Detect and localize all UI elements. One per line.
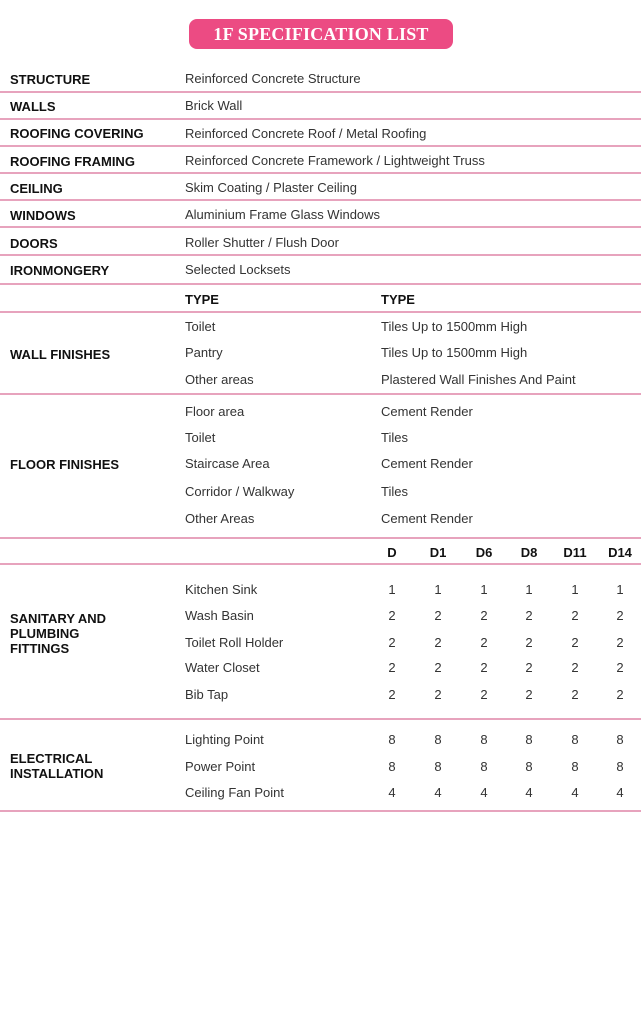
electrical-qty: 8 <box>525 732 533 747</box>
sanitary-qty: 2 <box>480 635 488 650</box>
wall-finish-type: Plastered Wall Finishes And Paint <box>381 372 576 387</box>
spec-label-structure: STRUCTURE <box>10 72 91 87</box>
sanitary-qty: 2 <box>571 635 579 650</box>
electrical-item: Ceiling Fan Point <box>185 785 284 800</box>
unit-type-header: D1 <box>429 545 447 560</box>
spec-label-walls: WALLS <box>10 99 56 114</box>
electrical-qty: 4 <box>571 785 579 800</box>
sanitary-qty: 2 <box>616 660 624 675</box>
sanitary-qty: 1 <box>571 582 579 597</box>
sanitary-qty: 2 <box>571 687 579 702</box>
divider <box>0 311 641 313</box>
sanitary-qty: 2 <box>388 635 396 650</box>
floor-finish-type: Tiles <box>381 484 408 499</box>
sanitary-qty: 2 <box>525 687 533 702</box>
sanitary-qty: 1 <box>480 582 488 597</box>
electrical-qty: 8 <box>571 759 579 774</box>
spec-value-structure: Reinforced Concrete Structure <box>185 71 361 86</box>
sanitary-qty: 2 <box>616 608 624 623</box>
electrical-qty: 8 <box>388 759 396 774</box>
sanitary-label-line: SANITARY AND <box>10 611 107 626</box>
electrical-qty: 8 <box>571 732 579 747</box>
sanitary-qty: 2 <box>571 608 579 623</box>
floor-finish-type: Cement Render <box>381 404 473 419</box>
sanitary-qty: 2 <box>434 660 442 675</box>
divider <box>0 537 641 539</box>
electrical-label-line: ELECTRICAL <box>10 751 93 766</box>
wall-finishes-label: WALL FINISHES <box>10 347 111 362</box>
wall-finish-area: Other areas <box>185 372 254 387</box>
wall-finish-type: Tiles Up to 1500mm High <box>381 345 528 360</box>
sanitary-qty: 1 <box>525 582 533 597</box>
sanitary-qty: 2 <box>480 660 488 675</box>
wall-finish-area: Pantry <box>185 345 223 360</box>
floor-finishes-label: FLOOR FINISHES <box>10 457 120 472</box>
sanitary-qty: 2 <box>434 687 442 702</box>
electrical-qty: 4 <box>388 785 396 800</box>
electrical-qty: 8 <box>388 732 396 747</box>
floor-finish-area: Staircase Area <box>185 456 270 471</box>
electrical-qty: 4 <box>525 785 533 800</box>
wall-finish-type: Tiles Up to 1500mm High <box>381 319 528 334</box>
unit-type-header: D11 <box>563 545 587 560</box>
divider <box>0 563 641 565</box>
sanitary-qty: 2 <box>525 608 533 623</box>
sanitary-item: Wash Basin <box>185 608 254 623</box>
spec-label-windows: WINDOWS <box>10 208 76 223</box>
divider <box>0 226 641 228</box>
electrical-qty: 8 <box>525 759 533 774</box>
electrical-label <box>10 751 103 781</box>
electrical-item: Power Point <box>185 759 256 774</box>
unit-type-header: D <box>387 545 397 560</box>
sanitary-item: Kitchen Sink <box>185 582 258 597</box>
sanitary-qty: 1 <box>434 582 442 597</box>
electrical-qty: 4 <box>616 785 624 800</box>
spec-value-windows: Aluminium Frame Glass Windows <box>185 207 381 222</box>
sanitary-qty: 2 <box>480 687 488 702</box>
spec-value-doors: Roller Shutter / Flush Door <box>185 235 339 250</box>
sanitary-label-line: FITTINGS <box>10 641 70 656</box>
electrical-qty: 8 <box>480 732 488 747</box>
sanitary-qty: 2 <box>616 635 624 650</box>
divider <box>0 145 641 147</box>
spec-value-roofing-covering: Reinforced Concrete Roof / Metal Roofing <box>185 126 427 141</box>
sanitary-qty: 1 <box>388 582 396 597</box>
spec-label-roofing-covering: ROOFING COVERING <box>10 126 144 141</box>
divider <box>0 199 641 201</box>
wall-finish-area: Toilet <box>185 319 216 334</box>
spec-value-ironmongery: Selected Locksets <box>185 262 291 277</box>
sanitary-label-line: PLUMBING <box>10 626 80 641</box>
unit-type-header: D8 <box>520 545 538 560</box>
divider <box>0 393 641 395</box>
floor-finish-type: Tiles <box>381 430 408 445</box>
spec-label-roofing-framing: ROOFING FRAMING <box>10 154 135 169</box>
type-header-2: TYPE <box>381 292 415 307</box>
floor-finish-type: Cement Render <box>381 511 473 526</box>
divider <box>0 91 641 93</box>
electrical-qty: 4 <box>480 785 488 800</box>
divider <box>0 718 641 720</box>
sanitary-qty: 2 <box>388 660 396 675</box>
sanitary-qty: 2 <box>480 608 488 623</box>
divider <box>0 283 641 285</box>
electrical-label-line: INSTALLATION <box>10 766 104 781</box>
sanitary-qty: 2 <box>616 687 624 702</box>
sanitary-qty: 1 <box>616 582 624 597</box>
spec-value-walls: Brick Wall <box>185 98 243 113</box>
divider <box>0 810 641 812</box>
sanitary-item: Water Closet <box>185 660 260 675</box>
electrical-qty: 8 <box>616 759 624 774</box>
spec-label-ceiling: CEILING <box>10 181 63 196</box>
floor-finish-area: Corridor / Walkway <box>185 484 295 499</box>
electrical-qty: 8 <box>434 732 442 747</box>
spec-value-roofing-framing: Reinforced Concrete Framework / Lightweight Truss <box>185 153 485 168</box>
electrical-qty: 8 <box>434 759 442 774</box>
sanitary-qty: 2 <box>571 660 579 675</box>
electrical-qty: 4 <box>434 785 442 800</box>
sanitary-qty: 2 <box>388 608 396 623</box>
type-header-1: TYPE <box>185 292 219 307</box>
unit-type-header: D14 <box>608 545 632 560</box>
page-title: 1F SPECIFICATION LIST <box>189 19 453 49</box>
floor-finish-area: Other Areas <box>185 511 255 526</box>
divider <box>0 172 641 174</box>
spec-value-ceiling: Skim Coating / Plaster Ceiling <box>185 180 357 195</box>
sanitary-item: Bib Tap <box>185 687 229 702</box>
divider <box>0 118 641 120</box>
electrical-qty: 8 <box>616 732 624 747</box>
sanitary-qty: 2 <box>525 635 533 650</box>
spec-label-doors: DOORS <box>10 236 58 251</box>
floor-finish-area: Floor area <box>185 404 245 419</box>
floor-finish-area: Toilet <box>185 430 216 445</box>
sanitary-qty: 2 <box>434 635 442 650</box>
floor-finish-type: Cement Render <box>381 456 473 471</box>
electrical-item: Lighting Point <box>185 732 264 747</box>
sanitary-label <box>10 611 106 656</box>
unit-type-header: D6 <box>475 545 493 560</box>
divider <box>0 254 641 256</box>
sanitary-qty: 2 <box>388 687 396 702</box>
spec-label-ironmongery: IRONMONGERY <box>10 263 110 278</box>
electrical-qty: 8 <box>480 759 488 774</box>
sanitary-qty: 2 <box>525 660 533 675</box>
sanitary-qty: 2 <box>434 608 442 623</box>
sanitary-item: Toilet Roll Holder <box>185 635 284 650</box>
